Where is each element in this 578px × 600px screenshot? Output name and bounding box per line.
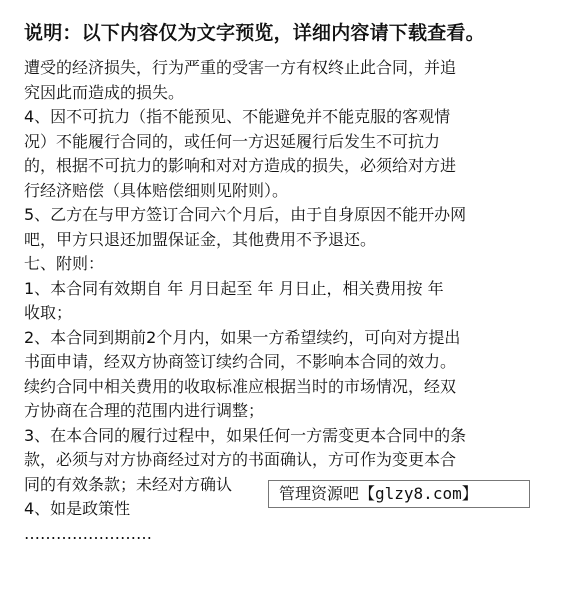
document-line: 4、因不可抗力（指不能预见、不能避免并不能克服的客观情 [24,107,451,126]
document-line: 吧，甲方只退还加盟保证金，其他费用不予退还。 [24,229,377,249]
document-line: 收取； [24,303,73,322]
document-line: 方协商在合理的范围内进行调整； [24,401,265,420]
document-line: 4、如是政策性 [24,499,131,518]
document-line: 2、本合同到期前2个月内，如果一方希望续约，可向对方提出 [24,327,461,347]
document-line: 况）不能履行合同的，或任何一方迟延履行后发生不可抗力 [24,131,441,151]
watermark-banner [268,480,530,508]
watermark-domain: glzy8.com [375,484,462,503]
document-line: 5、乙方在与甲方签订合同六个月后，由于自身原因不能开办网 [24,205,467,224]
document-line: 的，根据不可抗力的影响和对对方造成的损失，必须给对方进 [24,156,457,175]
document-line: 3、在本合同的履行过程中，如果任何一方需变更本合同中的条 [24,425,467,445]
document-line: 究因此而造成的损失。 [24,82,185,102]
document-line: 行经济赔偿（具体赔偿细则见附则）。 [24,180,289,200]
document-line: 遭受的经济损失，行为严重的受害一方有权终止此合同，并追 [24,58,457,77]
document-ellipsis: …………………… [24,523,152,543]
document-line: 续约合同中相关费用的收取标准应根据当时的市场情况，经双 [24,376,457,396]
watermark-close-bracket: 】 [461,484,478,503]
document-body [24,56,554,546]
watermark-label: 管理资源吧【 [279,484,376,503]
preview-notice-title: 说明：以下内容仅为文字预览，详细内容请下载查看。 [24,22,485,44]
document-line: 同的有效条款；未经对方确认 [24,474,233,494]
document-line: 七、附则： [24,254,105,273]
document-line: 1、本合同有效期自 年 月日起至 年 月日止，相关费用按 年 [24,278,444,298]
document-line: 款，必须与对方协商经过对方的书面确认，方可作为变更本合 [24,450,457,469]
document-line: 书面申请，经双方协商签订续约合同，不影响本合同的效力。 [24,352,457,371]
